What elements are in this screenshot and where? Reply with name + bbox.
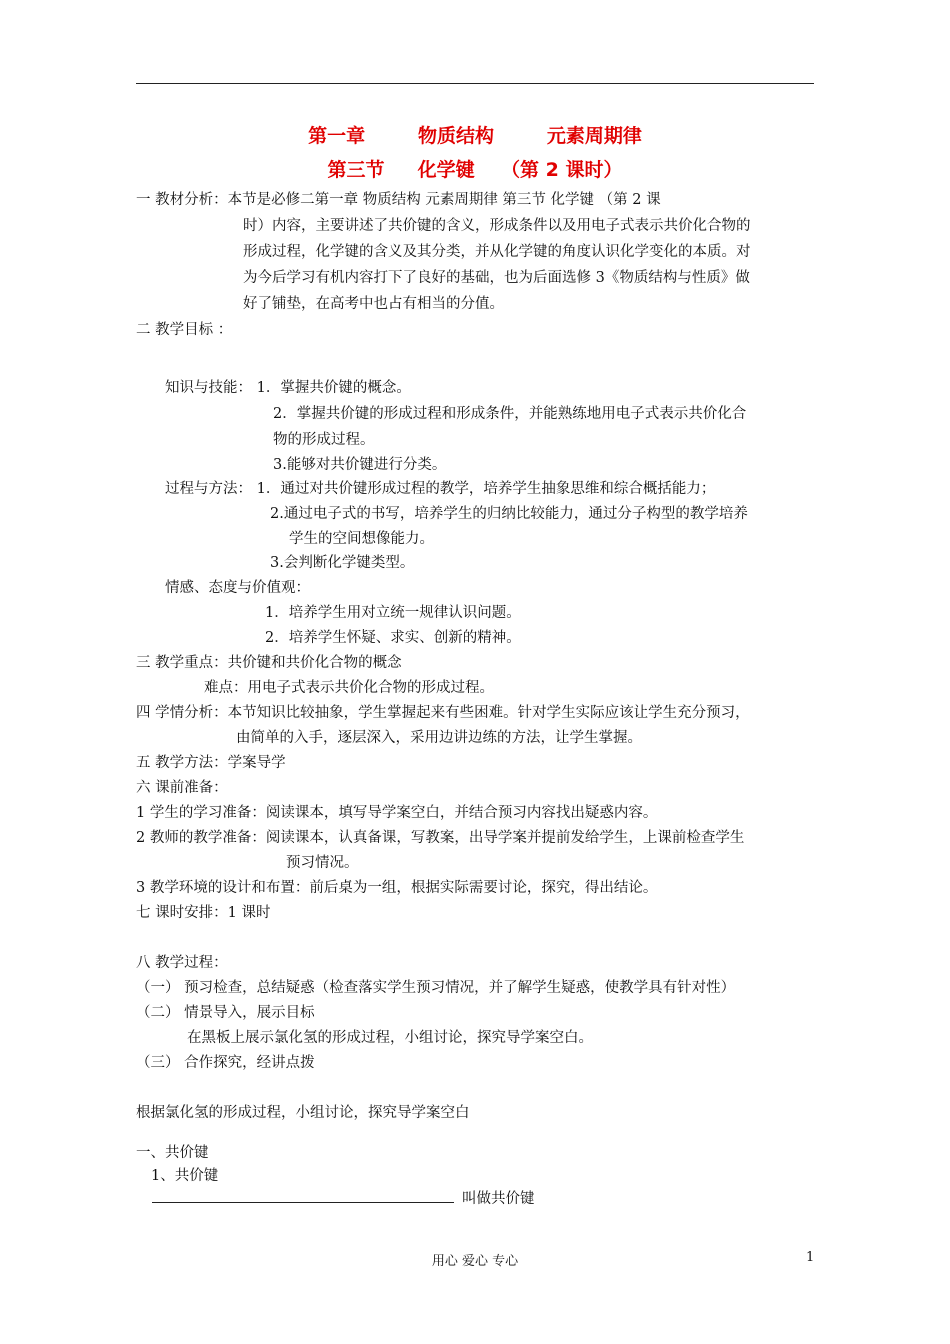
text-line: 七 课时安排：1 课时 bbox=[136, 905, 271, 921]
text-line: 物的形成过程。 bbox=[273, 432, 375, 448]
text-line: 2．培养学生怀疑、求实、创新的精神。 bbox=[265, 630, 521, 646]
text-line: 1 学生的学习准备：阅读课本，填写导学案空白，并结合预习内容找出疑惑内容。 bbox=[136, 805, 658, 821]
text-line: 2.通过电子式的书写，培养学生的归纳比较能力，通过分子构型的教学培养 bbox=[270, 506, 748, 522]
text-line: 情感、态度与价值观： bbox=[165, 580, 310, 596]
text-line: 八 教学过程： bbox=[136, 955, 228, 971]
text-line: 时）内容，主要讲述了共价键的含义，形成条件以及用电子式表示共价化合物的 bbox=[243, 218, 751, 234]
text-line: （二） 情景导入，展示目标 bbox=[136, 1005, 315, 1021]
text-line: 一、共价键 bbox=[136, 1145, 209, 1161]
section-title: 第三节 化学键 （第 2 课时） bbox=[327, 159, 623, 181]
text-line: 学生的空间想像能力。 bbox=[289, 531, 434, 547]
text-line: 3.会判断化学键类型。 bbox=[270, 555, 415, 571]
text-line: 2 教师的教学准备：阅读课本，认真备课，写教案，出导学案并提前发给学生，上课前检查学生 bbox=[136, 830, 745, 846]
text-line: 为今后学习有机内容打下了良好的基础，也为后面选修 3《物质结构与性质》做 bbox=[243, 270, 750, 286]
text-line: 预习情况。 bbox=[286, 855, 359, 871]
text-line: 五 教学方法：学案导学 bbox=[136, 755, 286, 771]
text-line: 形成过程，化学键的含义及其分类，并从化学键的角度认识化学变化的本质。对 bbox=[243, 244, 751, 260]
text-line: 根据氯化氢的形成过程，小组讨论，探究导学案空白 bbox=[136, 1105, 470, 1121]
text-line: 一 教材分析：本节是必修二第一章 物质结构 元素周期律 第三节 化学键 （第 2 课 bbox=[136, 192, 661, 208]
chapter-title: 第一章 物质结构 元素周期律 bbox=[308, 125, 642, 147]
footer-text: 用心 爱心 专心 bbox=[431, 1254, 519, 1269]
page-number: 1 bbox=[806, 1250, 815, 1265]
text-line: 1、共价键 bbox=[151, 1168, 219, 1184]
text-line: 在黑板上展示氯化氢的形成过程，小组讨论，探究导学案空白。 bbox=[187, 1030, 593, 1046]
text-line: 3 教学环境的设计和布置：前后桌为一组，根据实际需要讨论，探究，得出结论。 bbox=[136, 880, 658, 896]
text-line: 三 教学重点：共价键和共价化合物的概念 bbox=[136, 655, 402, 671]
text-line: （三） 合作探究，经讲点拨 bbox=[136, 1055, 315, 1071]
text-line: 由简单的入手，逐层深入，采用边讲边练的方法，让学生掌握。 bbox=[236, 730, 642, 746]
fill-in-blank-line bbox=[152, 1202, 454, 1203]
top-rule bbox=[136, 83, 814, 84]
text-line: 过程与方法： 1．通过对共价键形成过程的教学，培养学生抽象思维和综合概括能力； bbox=[165, 481, 716, 497]
text-line: 好了铺垫，在高考中也占有相当的分值。 bbox=[243, 296, 504, 312]
text-line: 2．掌握共价键的形成过程和形成条件，并能熟练地用电子式表示共价化合 bbox=[273, 406, 747, 422]
text-line: 二 教学目标 ： bbox=[136, 322, 233, 338]
text-line: 叫做共价键 bbox=[462, 1191, 535, 1207]
text-line: 难点：用电子式表示共价化合物的形成过程。 bbox=[204, 680, 494, 696]
text-line: 四 学情分析：本节知识比较抽象，学生掌握起来有些困难。针对学生实际应该让学生充分预习， bbox=[136, 705, 750, 721]
text-line: 1．培养学生用对立统一规律认识问题。 bbox=[265, 605, 521, 621]
text-line: 知识与技能： 1．掌握共价键的概念。 bbox=[165, 380, 411, 396]
text-line: （一） 预习检查，总结疑惑（检查落实学生预习情况，并了解学生疑惑，使教学具有针对性） bbox=[136, 980, 736, 996]
text-line: 3.能够对共价键进行分类。 bbox=[273, 457, 447, 473]
text-line: 六 课前准备： bbox=[136, 780, 228, 796]
